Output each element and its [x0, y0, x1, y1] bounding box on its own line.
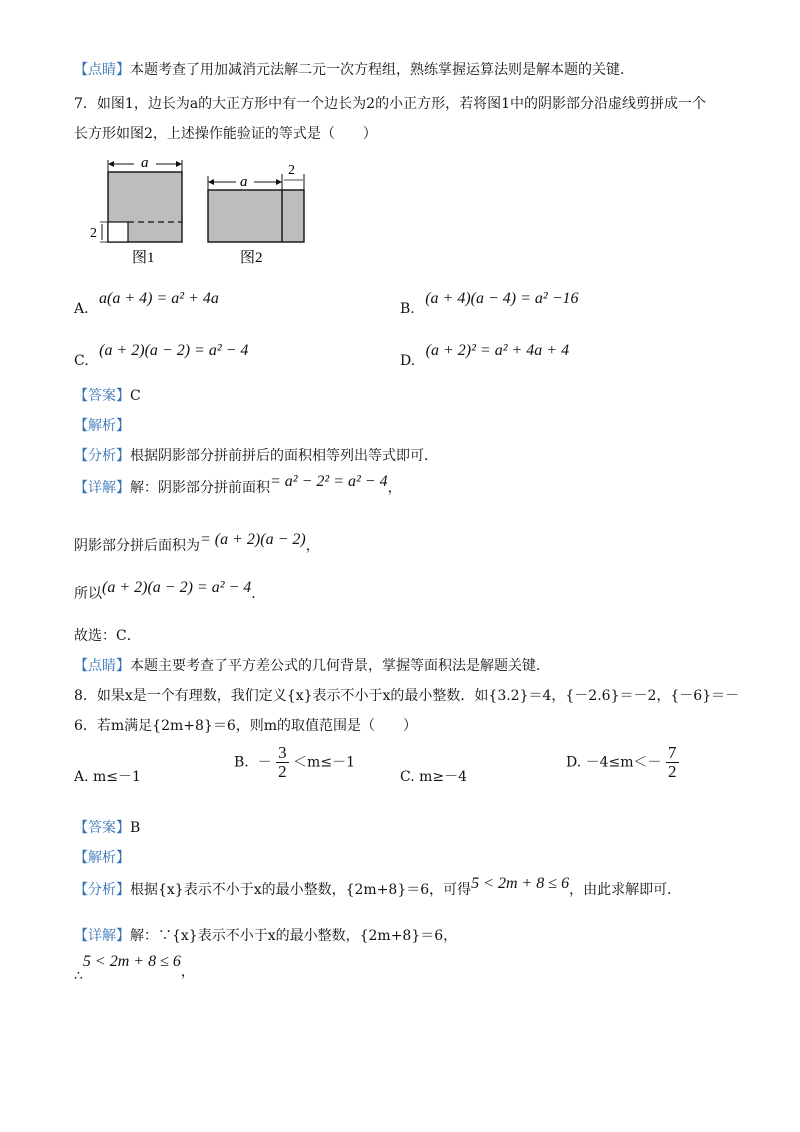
dianjing-prev: [74, 60, 634, 80]
q8-option-b-fraction: $\frac{3}{2}$: [278, 743, 287, 781]
fig2-rectangle: [208, 190, 304, 242]
q7-option-b-expr: (a + 4)(a − 4) = a² −16: [425, 290, 579, 307]
q8-xiangjie: 【详解】解：∵{x}表示不小于x的最小整数，{2m+8}＝6，: [74, 928, 458, 944]
q7-after-area: 阴影部分拼后面积为= (a + 2)(a − 2)，: [74, 531, 320, 554]
q8-stem-line2: 6．若m满足{2m+8}＝6，则m的取值范围是（ ）: [74, 718, 417, 734]
q8-option-a: A. m≤－1: [74, 769, 141, 785]
q7-option-c: C. (a + 2)(a − 2) = a² − 4: [74, 342, 249, 369]
q8-option-a-text: m≤－1: [93, 769, 141, 785]
q8-option-d-fraction: $\frac{7}{2}$: [668, 743, 677, 781]
dianjing-prev-tag: 【点睛】: [74, 62, 130, 78]
q7-figure-2: [200, 160, 310, 270]
q7-stem-line1: 7．如图1，边长为a的大正方形中有一个边长为2的小正方形，若将图1中的阴影部分沿虚线剪拼成一个: [74, 96, 706, 112]
q8-stem-line1: 8．如果x是一个有理数，我们定义{x}表示不小于x的最小整数．如{3.2}＝4，{－2.6}＝－2，{－6}＝－: [74, 688, 740, 704]
q7-option-d-expr: (a + 2)² = a² + 4a + 4: [425, 342, 570, 359]
q8-answer: 【答案】B: [74, 820, 141, 836]
q7-so: 所以(a + 2)(a − 2) = a² − 4．: [74, 579, 266, 602]
fig2-label-2: 2: [288, 163, 295, 178]
q7-option-b: B. (a + 4)(a − 4) = a² −16: [400, 290, 579, 317]
q8-option-c-text: m≥－4: [419, 769, 468, 785]
q7-dianjing: 【点睛】本题主要考查了平方差公式的几何背景，掌握等面积法是解题关键．: [74, 658, 550, 674]
q8-fenxi: 【分析】根据{x}表示不小于x的最小整数，{2m+8}＝6，可得5 < 2m + 8 ≤ 6，由此求解即可．: [74, 875, 682, 898]
q8-therefore: ∴5 < 2m + 8 ≤ 6，: [74, 953, 195, 984]
q7-analysis-tag: 【解析】: [74, 418, 130, 434]
q8-option-b: B. － $\frac{3}{2}$ ＜m≤－1: [234, 743, 355, 781]
q7-figure-1: [86, 152, 196, 270]
q7-answer: 【答案】C: [74, 388, 141, 404]
q8-option-c: C. m≥－4: [400, 769, 468, 785]
q7-option-a: A. a(a + 4) = a² + 4a: [74, 290, 219, 317]
q7-stem-line2: 长方形如图2，上述操作能验证的等式是（ ）: [74, 126, 377, 142]
dianjing-prev-text: 本题考查了用加减消元法解二元一次方程组，熟练掌握运算法则是解本题的关键．: [130, 62, 634, 78]
q7-choose: 故选：C．: [74, 628, 141, 644]
q7-option-a-expr: a(a + 4) = a² + 4a: [99, 290, 219, 307]
fig1-caption: 图1: [132, 250, 155, 266]
q7-option-c-expr: (a + 2)(a − 2) = a² − 4: [99, 342, 249, 359]
q8-option-d: D. －4≤m＜－ $\frac{7}{2}$: [566, 743, 677, 781]
q8-analysis-tag: 【解析】: [74, 850, 130, 866]
fig1-small-square: [108, 222, 128, 242]
fig2-caption: 图2: [240, 250, 263, 266]
q7-xiangjie: 【详解】解：阴影部分拼前面积= a² − 2² = a² − 4，: [74, 473, 402, 496]
q7-option-d: D. (a + 2)² = a² + 4a + 4: [400, 342, 570, 369]
fig1-label-a: a: [141, 155, 149, 171]
fig2-label-a: a: [240, 174, 248, 190]
fig1-label-2: 2: [90, 226, 97, 241]
q7-fenxi: 【分析】根据阴影部分拼前拼后的面积相等列出等式即可．: [74, 448, 438, 464]
